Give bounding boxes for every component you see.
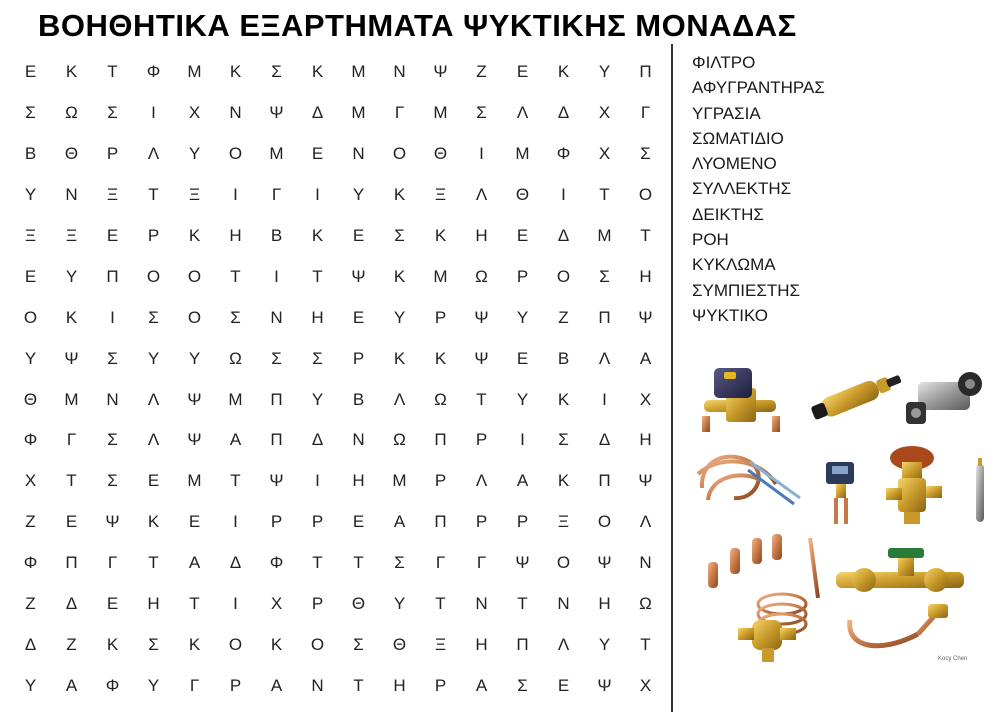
grid-letter[interactable]: Κ [434, 348, 447, 368]
grid-letter[interactable]: Γ [394, 103, 405, 123]
grid-letter[interactable]: Ψ [187, 389, 202, 409]
grid-letter[interactable]: Ο [228, 144, 243, 164]
grid-letter[interactable]: Κ [557, 471, 570, 491]
grid-letter[interactable]: Κ [393, 185, 406, 205]
grid-letter[interactable]: Χ [24, 471, 37, 491]
grid-letter[interactable]: Ξ [24, 226, 37, 245]
grid-letter[interactable]: Ο [310, 634, 325, 654]
grid-letter[interactable]: Ε [24, 266, 37, 286]
word-list-item: ΦΙΛΤΡΟ [692, 53, 756, 72]
grid-letter[interactable]: Ν [475, 594, 488, 614]
grid-letter[interactable]: Π [598, 307, 611, 327]
grid-letter[interactable]: Ε [516, 62, 529, 82]
grid-letter[interactable]: Π [598, 471, 611, 491]
grid-letter[interactable]: Κ [147, 512, 160, 532]
word-list-item: ΡΟΗ [692, 230, 729, 250]
grid-letter[interactable]: Λ [639, 512, 652, 532]
grid-letter[interactable]: Υ [65, 266, 78, 286]
grid-letter[interactable]: Η [639, 430, 652, 450]
grid-letter[interactable]: Τ [312, 266, 323, 286]
ball-valve-icon [836, 548, 964, 592]
grid-letter[interactable]: Σ [25, 103, 36, 123]
grid-letter[interactable]: Ψ [638, 307, 653, 327]
grid-letter[interactable]: Ν [393, 62, 406, 82]
grid-letter[interactable]: Γ [435, 553, 446, 573]
grid-letter[interactable]: Δ [557, 103, 570, 123]
grid-letter[interactable]: Σ [107, 348, 118, 368]
grid-letter[interactable]: Ψ [64, 348, 79, 368]
grid-letter[interactable]: Ρ [434, 471, 447, 491]
grid-letter[interactable]: Σ [394, 226, 405, 245]
grid-letter[interactable]: Ν [557, 594, 570, 614]
grid-letter[interactable]: Τ [353, 553, 364, 573]
grid-letter[interactable]: Λ [475, 185, 488, 205]
grid-letter[interactable]: Ψ [187, 430, 202, 450]
grid-letter[interactable]: Ω [639, 594, 652, 614]
grid-letter[interactable]: Ρ [434, 675, 447, 695]
grid-letter[interactable]: Λ [516, 103, 529, 123]
grid-letter[interactable]: Ψ [474, 348, 489, 368]
grid-letter[interactable]: Η [352, 471, 365, 491]
compressor-valve-icon [906, 372, 982, 424]
grid-letter[interactable]: Ο [187, 266, 202, 286]
grid-letter[interactable]: Ω [229, 348, 242, 368]
grid-letter[interactable]: Ε [188, 512, 201, 532]
grid-letter[interactable]: Η [311, 307, 324, 327]
grid-letter[interactable]: Ω [65, 103, 78, 123]
grid-letter[interactable]: Ο [556, 553, 571, 573]
grid-letter[interactable]: Ν [311, 675, 324, 695]
grid-letter[interactable]: Ε [352, 307, 365, 327]
grid-letter[interactable]: Ρ [311, 594, 324, 614]
grid-letter[interactable]: Κ [65, 62, 78, 82]
grid-letter[interactable]: Χ [598, 144, 611, 164]
grid-letter[interactable]: Α [475, 675, 488, 695]
grid-letter[interactable]: Ε [352, 226, 365, 245]
grid-letter[interactable]: Η [475, 634, 488, 654]
grid-letter[interactable]: Π [270, 430, 283, 450]
grid-letter[interactable]: Ι [315, 185, 320, 205]
grid-letter[interactable]: Ν [639, 553, 652, 573]
grid-letter[interactable]: Α [270, 675, 283, 695]
grid-letter[interactable]: Κ [311, 62, 324, 82]
grid-letter[interactable]: Ζ [66, 634, 77, 654]
grid-letter[interactable]: Ι [602, 389, 607, 409]
grid-letter[interactable]: Υ [147, 348, 160, 368]
grid-letter[interactable]: Χ [639, 389, 652, 409]
grid-letter[interactable]: Τ [230, 471, 241, 491]
grid-letter[interactable]: Σ [107, 471, 118, 491]
grid-letter[interactable]: Ε [147, 471, 160, 491]
solenoid-valve-icon [702, 368, 780, 432]
grid-letter[interactable]: Α [393, 512, 406, 532]
grid-letter[interactable]: Θ [433, 144, 448, 164]
word-list-item: ΚΥΚΛΩΜΑ [692, 255, 776, 275]
expansion-valve-icon [886, 446, 942, 524]
grid-letter[interactable]: Τ [599, 185, 610, 205]
grid-letter[interactable]: Υ [516, 389, 529, 409]
grid-letter[interactable]: Σ [312, 348, 323, 368]
grid-letter[interactable]: Κ [188, 634, 201, 654]
grid-letter[interactable]: Ι [233, 594, 238, 614]
grid-letter[interactable]: Η [639, 266, 652, 286]
grid-letter[interactable]: Ξ [434, 185, 447, 205]
grid-letter[interactable]: Μ [515, 144, 530, 164]
word-list-item: ΣΥΛΛΕΚΤΗΣ [692, 179, 792, 199]
grid-letter[interactable]: Χ [598, 103, 611, 123]
grid-letter[interactable]: Α [639, 348, 652, 368]
grid-letter[interactable]: Σ [599, 266, 610, 286]
grid-letter[interactable]: Ε [24, 62, 37, 82]
grid-letter[interactable]: Α [516, 471, 529, 491]
grid-letter[interactable]: Ξ [434, 634, 447, 654]
grid-letter[interactable]: Τ [148, 185, 159, 205]
grid-letter[interactable]: Μ [433, 266, 448, 286]
grid-letter[interactable]: Υ [311, 389, 324, 409]
grid-letter[interactable]: Μ [269, 144, 284, 164]
grid-letter[interactable]: Τ [66, 471, 77, 491]
grid-letter[interactable]: Υ [188, 348, 201, 368]
grid-letter[interactable]: Λ [393, 389, 406, 409]
grid-letter[interactable]: Υ [24, 675, 37, 695]
grid-letter[interactable]: Ξ [557, 512, 570, 532]
grid-letter[interactable]: Φ [105, 675, 120, 695]
grid-letter[interactable]: Ρ [516, 512, 529, 532]
grid-letter[interactable]: Κ [393, 348, 406, 368]
grid-letter[interactable]: Ζ [558, 307, 569, 327]
grid-letter[interactable]: Ο [187, 307, 202, 327]
grid-letter[interactable]: Θ [515, 185, 530, 205]
word-search-grid [10, 52, 666, 706]
grid-letter[interactable]: Ψ [269, 471, 284, 491]
grid-letter[interactable]: Β [557, 348, 570, 368]
grid-letter[interactable]: Ρ [434, 307, 447, 327]
grid-letter[interactable]: Γ [271, 185, 282, 205]
grid-letter[interactable]: Σ [476, 103, 487, 123]
grid-letter[interactable]: Τ [640, 226, 651, 245]
grid-letter[interactable]: Κ [311, 226, 324, 245]
grid-letter[interactable]: Β [270, 226, 283, 245]
grid-letter[interactable]: Ι [561, 185, 566, 205]
grid-letter[interactable]: Ν [352, 144, 365, 164]
grid-letter[interactable]: Ζ [25, 594, 36, 614]
grid-letter[interactable]: Κ [393, 266, 406, 286]
grid-letter[interactable]: Μ [64, 389, 79, 409]
grid-letter[interactable]: Π [639, 62, 652, 82]
grid-letter[interactable]: Ε [516, 348, 529, 368]
grid-letter[interactable]: Ε [106, 226, 119, 245]
grid-letter[interactable]: Υ [24, 185, 37, 205]
grid-letter[interactable]: Ν [106, 389, 119, 409]
grid-letter[interactable]: Γ [66, 430, 77, 450]
grid-letter[interactable]: Ζ [25, 512, 36, 532]
grid-letter[interactable]: Τ [435, 594, 446, 614]
grid-letter[interactable]: Ε [106, 594, 119, 614]
grid-letter[interactable]: Λ [147, 430, 160, 450]
capillary-bundle-icon [698, 457, 800, 504]
grid-letter[interactable]: Φ [269, 553, 284, 573]
grid-letter[interactable]: Θ [351, 594, 366, 614]
word-list-item: ΔΕΙΚΤΗΣ [692, 204, 764, 224]
grid-letter[interactable]: Γ [189, 675, 200, 695]
grid-letter[interactable]: Φ [23, 430, 38, 450]
filter-drier-icon [809, 369, 904, 423]
grid-letter[interactable]: Ε [65, 512, 78, 532]
grid-letter[interactable]: Ο [392, 144, 407, 164]
grid-letter[interactable]: Η [475, 226, 488, 245]
grid-letter[interactable]: Υ [393, 594, 406, 614]
grid-letter[interactable]: Α [229, 430, 242, 450]
grid-letter[interactable]: Κ [557, 389, 570, 409]
grid-letter[interactable]: Φ [556, 144, 571, 164]
grid-letter[interactable]: Ο [146, 266, 161, 286]
grid-letter[interactable]: Ψ [515, 553, 530, 573]
grid-letter[interactable]: Ο [638, 185, 653, 205]
grid-letter[interactable]: Μ [433, 103, 448, 123]
grid-letter[interactable]: Ξ [65, 226, 78, 245]
grid-letter[interactable]: Θ [392, 634, 407, 654]
grid-letter[interactable]: Ι [315, 471, 320, 491]
grid-letter[interactable]: Χ [639, 675, 652, 695]
grid-letter[interactable]: Β [24, 144, 37, 164]
grid-letter[interactable]: Β [352, 389, 365, 409]
grid-letter[interactable]: Λ [475, 471, 488, 491]
grid-letter[interactable]: Ε [557, 675, 570, 695]
grid-letter[interactable]: Ι [233, 185, 238, 205]
grid-letter[interactable]: Λ [598, 348, 611, 368]
grid-letter[interactable]: Υ [24, 348, 37, 368]
grid-letter[interactable]: Δ [557, 226, 570, 245]
grid-letter[interactable]: Σ [107, 103, 118, 123]
grid-letter[interactable]: Μ [351, 62, 366, 82]
vertical-divider [671, 44, 673, 712]
word-list-item: ΣΥΜΠΙΕΣΤΗΣ [692, 280, 801, 300]
grid-letter[interactable]: Υ [188, 144, 201, 164]
grid-letter[interactable]: Ρ [516, 266, 529, 286]
grid-letter[interactable]: Π [516, 634, 529, 654]
grid-letter[interactable]: Ψ [474, 307, 489, 327]
copper-tube-icon [850, 604, 948, 646]
grid-letter[interactable]: Κ [188, 226, 201, 245]
grid-letter[interactable]: Υ [147, 675, 160, 695]
grid-letter[interactable]: Μ [187, 471, 202, 491]
grid-letter[interactable]: Τ [640, 634, 651, 654]
grid-letter[interactable]: Ρ [147, 226, 160, 245]
grid-letter[interactable]: Σ [517, 675, 528, 695]
grid-letter[interactable]: Σ [148, 634, 159, 654]
grid-letter[interactable]: Κ [229, 62, 242, 82]
grid-letter[interactable]: Σ [394, 553, 405, 573]
grid-letter[interactable]: Μ [351, 103, 366, 123]
word-list [692, 50, 825, 328]
pressure-switch-icon [826, 462, 854, 524]
grid-letter[interactable]: Ι [233, 512, 238, 532]
grid-letter[interactable]: Δ [311, 103, 324, 123]
grid-letter[interactable]: Ψ [269, 103, 284, 123]
grid-letter[interactable]: Ζ [476, 62, 487, 82]
grid-letter[interactable]: Ρ [229, 675, 242, 695]
grid-letter[interactable]: Α [65, 675, 78, 695]
grid-letter[interactable]: Θ [64, 144, 79, 164]
grid-letter[interactable]: Τ [312, 553, 323, 573]
grid-letter[interactable]: Π [434, 512, 447, 532]
grid-letter[interactable]: Π [434, 430, 447, 450]
word-list-item: ΨΥΚΤΙΚΟ [692, 305, 769, 325]
grid-letter[interactable]: Ν [65, 185, 78, 205]
grid-letter[interactable]: Τ [148, 553, 159, 573]
grid-letter[interactable]: Τ [107, 62, 118, 82]
grid-letter[interactable]: Υ [393, 307, 406, 327]
grid-letter[interactable]: Σ [148, 307, 159, 327]
grid-letter[interactable]: Ψ [351, 266, 366, 286]
grid-letter[interactable]: Ε [516, 226, 529, 245]
grid-letter[interactable]: Υ [352, 185, 365, 205]
grid-letter[interactable]: Κ [106, 634, 119, 654]
grid-letter[interactable]: Ρ [106, 144, 119, 164]
image-credit: Kocy Chen [938, 656, 968, 662]
grid-letter[interactable]: Μ [597, 226, 612, 245]
grid-letter[interactable]: Σ [353, 634, 364, 654]
grid-letter[interactable]: Κ [557, 62, 570, 82]
grid-letter[interactable]: Τ [353, 675, 364, 695]
grid-letter[interactable]: Ι [520, 430, 525, 450]
grid-letter[interactable]: Φ [146, 62, 161, 82]
grid-letter[interactable]: Ο [597, 512, 612, 532]
grid-letter[interactable]: Α [188, 553, 201, 573]
grid-letter[interactable]: Τ [230, 266, 241, 286]
grid-letter[interactable]: Ω [434, 389, 447, 409]
grid-letter[interactable]: Ρ [270, 512, 283, 532]
grid-letter[interactable]: Ν [270, 307, 283, 327]
grid-letter[interactable]: Τ [476, 389, 487, 409]
grid-letter[interactable]: Φ [23, 553, 38, 573]
grid-letter[interactable]: Χ [270, 594, 283, 614]
grid-letter[interactable]: Ψ [105, 512, 120, 532]
grid-letter[interactable]: Σ [271, 348, 282, 368]
word-list-item: ΑΦΥΓΡΑΝΤΗΡΑΣ [692, 78, 825, 98]
grid-letter[interactable]: Ν [352, 430, 365, 450]
grid-letter[interactable]: Ε [352, 512, 365, 532]
word-list-item: ΛΥΟΜΕΝΟ [692, 154, 777, 174]
grid-letter[interactable]: Ρ [352, 348, 365, 368]
grid-letter[interactable]: Υ [516, 307, 529, 327]
grid-letter[interactable]: Ο [556, 266, 571, 286]
grid-letter[interactable]: Ψ [597, 675, 612, 695]
grid-letter[interactable]: Χ [188, 103, 201, 123]
word-list-item: ΣΩΜΑΤΙΔΙΟ [692, 128, 784, 148]
grid-letter[interactable]: Υ [598, 62, 611, 82]
grid-letter[interactable]: Μ [392, 471, 407, 491]
grid-letter[interactable]: Δ [598, 430, 611, 450]
grid-letter[interactable]: Η [147, 594, 160, 614]
grid-letter[interactable]: Τ [189, 594, 200, 614]
grid-letter[interactable]: Ρ [475, 512, 488, 532]
grid-letter[interactable]: Σ [640, 144, 651, 164]
grid-letter[interactable]: Ξ [188, 185, 201, 205]
grid-letter[interactable]: Η [393, 675, 406, 695]
grid-letter[interactable]: Η [598, 594, 611, 614]
grid-letter[interactable]: Ο [23, 307, 38, 327]
grid-letter[interactable]: Ρ [311, 512, 324, 532]
grid-letter[interactable]: Ι [151, 103, 156, 123]
grid-letter[interactable]: Σ [230, 307, 241, 327]
grid-letter[interactable]: Ε [311, 144, 324, 164]
grid-letter[interactable]: Π [106, 266, 119, 286]
grid-letter[interactable]: Γ [640, 103, 651, 123]
grid-letter[interactable]: Γ [476, 553, 487, 573]
grid-letter[interactable]: Σ [271, 62, 282, 82]
grid-letter[interactable]: Κ [434, 226, 447, 245]
grid-letter[interactable]: Δ [24, 634, 37, 654]
grid-letter[interactable]: Ι [110, 307, 115, 327]
grid-letter[interactable]: Τ [517, 594, 528, 614]
grid-letter[interactable]: Υ [598, 634, 611, 654]
grid-letter[interactable]: Κ [65, 307, 78, 327]
grid-letter[interactable]: Λ [147, 144, 160, 164]
grid-letter[interactable]: Ξ [106, 185, 119, 205]
grid-letter[interactable]: Π [270, 389, 283, 409]
grid-letter[interactable]: Λ [147, 389, 160, 409]
grid-letter[interactable]: Θ [23, 389, 38, 409]
components-illustration [690, 358, 996, 670]
grid-letter[interactable]: Η [229, 226, 242, 245]
sensing-probe-icon [976, 458, 984, 522]
page-title: ΒΟΗΘΗΤΙΚΑ ΕΞΑΡΤΗΜΑΤΑ ΨΥΚΤΙΚΗΣ ΜΟΝΑΔΑΣ [38, 8, 797, 43]
grid-letter[interactable]: Σ [558, 430, 569, 450]
grid-letter[interactable]: Π [65, 553, 78, 573]
grid-letter[interactable]: Ω [475, 266, 488, 286]
grid-letter[interactable]: Ο [228, 634, 243, 654]
grid-letter[interactable]: Ω [393, 430, 406, 450]
grid-letter[interactable]: Δ [311, 430, 324, 450]
grid-letter[interactable]: Ν [229, 103, 242, 123]
grid-letter[interactable]: Μ [228, 389, 243, 409]
grid-letter[interactable]: Ι [274, 266, 279, 286]
word-list-item: ΥΓΡΑΣΙΑ [692, 103, 761, 123]
copper-fittings-icon [708, 534, 782, 588]
grid-letter[interactable]: Μ [187, 62, 202, 82]
grid-letter[interactable]: Κ [270, 634, 283, 654]
grid-letter[interactable]: Ρ [475, 430, 488, 450]
grid-letter[interactable]: Δ [65, 594, 78, 614]
grid-letter[interactable]: Ψ [638, 471, 653, 491]
grid-letter[interactable]: Γ [107, 553, 118, 573]
grid-letter[interactable]: Δ [229, 553, 242, 573]
grid-letter[interactable]: Ψ [597, 553, 612, 573]
grid-letter[interactable]: Ψ [433, 62, 448, 82]
grid-letter[interactable]: Σ [107, 430, 118, 450]
grid-letter[interactable]: Ι [479, 144, 484, 164]
grid-letter[interactable]: Λ [557, 634, 570, 654]
